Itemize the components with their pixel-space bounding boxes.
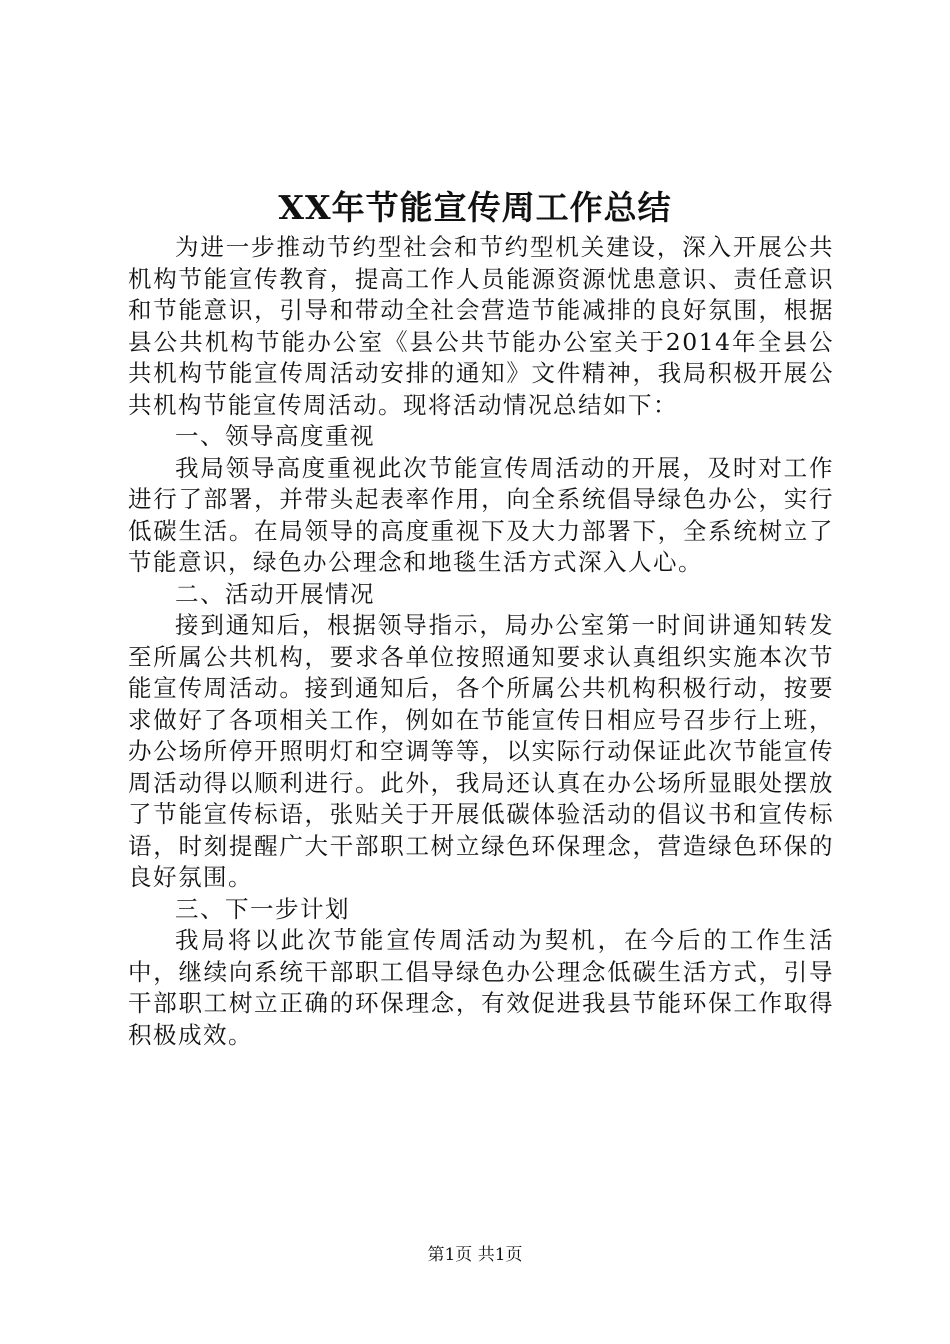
document-body (128, 232, 834, 1051)
section-paragraph-3: 我局将以此次节能宣传周活动为契机，在今后的工作生活中，继续向系统干部职工倡导绿色办公理念低碳生活方式，引导干部职工树立正确的环保理念，有效促进我县节能环保工作取得积极成效。 (128, 926, 834, 1049)
intro-paragraph: 为进一步推动节约型社会和节约型机关建设，深入开展公共机构节能宣传教育，提高工作人员能源资源忧患意识、责任意识和节能意识，引导和带动全社会营造节能减排的良好氛围，根据县公共机构节能办公室《县公共节能办公室关于2014年全县公共机构节能宣传周活动安排的通知》文件精神，我局积极开展公共机构节能宣传周活动。现将活动情况总结如下： (128, 233, 834, 419)
section-heading-2: 二、活动开展情况 (175, 579, 375, 608)
section-paragraph-2: 接到通知后，根据领导指示，局办公室第一时间讲通知转发至所属公共机构，要求各单位按照通知要求认真组织实施本次节能宣传周活动。接到通知后，各个所属公共机构积极行动，按要求做好了各项相关工作，例如在节能宣传日相应号召步行上班，办公场所停开照明灯和空调等等，以实际行动保证此次节能宣传周活动得以顺利进行。此外，我局还认真在办公场所显眼处摆放了节能宣传标语，张贴关于开展低碳体验活动的倡议书和宣传标语，时刻提醒广大干部职工树立绿色环保理念，营造绿色环保的良好氛围。 (128, 611, 834, 891)
section-heading-3: 三、下一步计划 (175, 894, 350, 923)
section-heading-1: 一、领导高度重视 (175, 422, 375, 450)
page-footer: 第1页 共1页 (427, 1245, 523, 1265)
document-title: XX年节能宣传周工作总结 (278, 188, 672, 227)
section-paragraph-1: 我局领导高度重视此次节能宣传周活动的开展，及时对工作进行了部署，并带头起表率作用，向全系统倡导绿色办公，实行低碳生活。在局领导的高度重视下及大力部署下，全系统树立了节能意识，绿色办公理念和地毯生活方式深入人心。 (128, 453, 834, 576)
